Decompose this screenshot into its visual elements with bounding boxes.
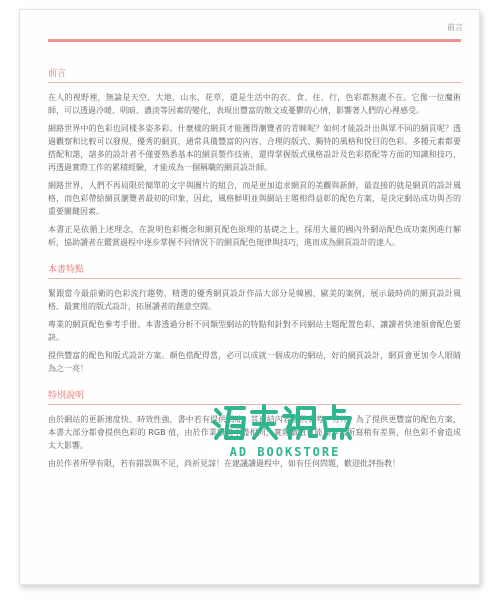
paragraph: 本書正是依循上述理念，在說明色彩概念和網頁配色原理的基礎之上，採用大量的國內外網站配色成功案例進行解析，協助讀者在鑑賞過程中逐步掌握不同情況下的網頁配色規律與技巧，進而成為網頁設計的達人。 xyxy=(48,225,461,247)
paragraph: 專業的網頁配色參考手冊。本書透過分析不同類型網站的特點和針對不同網站主題配置色彩，讓讀者快速領會配色要訣。 xyxy=(48,320,461,342)
paragraph: 由於網站的更新速度快、時效性強，書中若有提供網址，其連結內容僅供參考。另外，為了提供更豐富的配色方案，本書大部分都會提供色彩的 RGB 值，由於作業環境不盡相同，實際數值可能與本書所寫稍有差異，但色彩不會造成太大影響。 xyxy=(48,415,461,450)
paragraph: 網路世界，人們不再局限於簡單的文字與圖片的組合，而是更加追求網頁的美觀與新鮮，最直接的就是網頁的設計風格，而色彩帶給網頁瀏覽者最初的印象，因此，風格鮮明並與網站主題相得益彰的配色方案，是決定網站成功與否的重要關鍵因素。 xyxy=(48,181,461,216)
section-notes xyxy=(48,388,461,470)
section-title: 前言 xyxy=(48,66,461,83)
paragraph: 在人的視野裡，無論是天空、大地、山水、花草，還是生活中的衣、食、住、行，色彩都無處不在。它像一位魔術師，可以透過冷暖、明暗、濃淡等因素的變化，表現出豐富的散文或憂鬱的心情，影響著人們的心裡感受。 xyxy=(48,93,461,115)
document-page xyxy=(19,9,480,585)
paragraph: 由於作者所學有限，若有錯誤與不足，尚祈見諒！在建議讀過程中，如有任何問題，歡迎批評指教！ xyxy=(48,459,400,468)
section-preface xyxy=(48,66,461,249)
header-rule xyxy=(48,39,461,42)
section-gap xyxy=(48,380,461,388)
paragraph: 提供豐富的配色和版式設計方案。顏色搭配得當，必可以成就一個成功的網站，好的網頁設計，網頁會更加令人眼睛為之一亮！ xyxy=(48,351,461,373)
section-gap xyxy=(48,254,461,262)
paragraph: 網路世界中的色彩也同樣多姿多彩。什麼樣的網頁才能獲得瀏覽者的青睞呢？如何才能設計出與眾不同的網頁呢？透過觀察和比較可以發現，優秀的網頁，通常具備豐富的內容、合理的版式、獨特的風格和悅目的色彩。多種元素都要搭配和諧，諸多的設計者不僅要熟悉基本的網頁製作技術，還得掌握版式風格設計及色彩搭配等方面的知識和技巧，再透過實際工作的累積經驗，才能成為一個稱職的網頁設計師。 xyxy=(48,124,461,172)
paragraph: 緊跟當今最前衛的色彩流行趨勢，精選的優秀網頁設計作品大部分是韓國、歐美的案例，展示最時尚的網頁設計風格、最實用的版式設計，拓展讀者的創意空間。 xyxy=(48,289,461,311)
page-content xyxy=(48,66,461,475)
section-title: 本書特點 xyxy=(48,262,461,279)
watermark-english-text: AD BOOKSTORE xyxy=(210,445,360,459)
section-title: 特別說明 xyxy=(48,388,461,405)
running-header: 前言 xyxy=(447,23,463,32)
section-features xyxy=(48,262,461,375)
